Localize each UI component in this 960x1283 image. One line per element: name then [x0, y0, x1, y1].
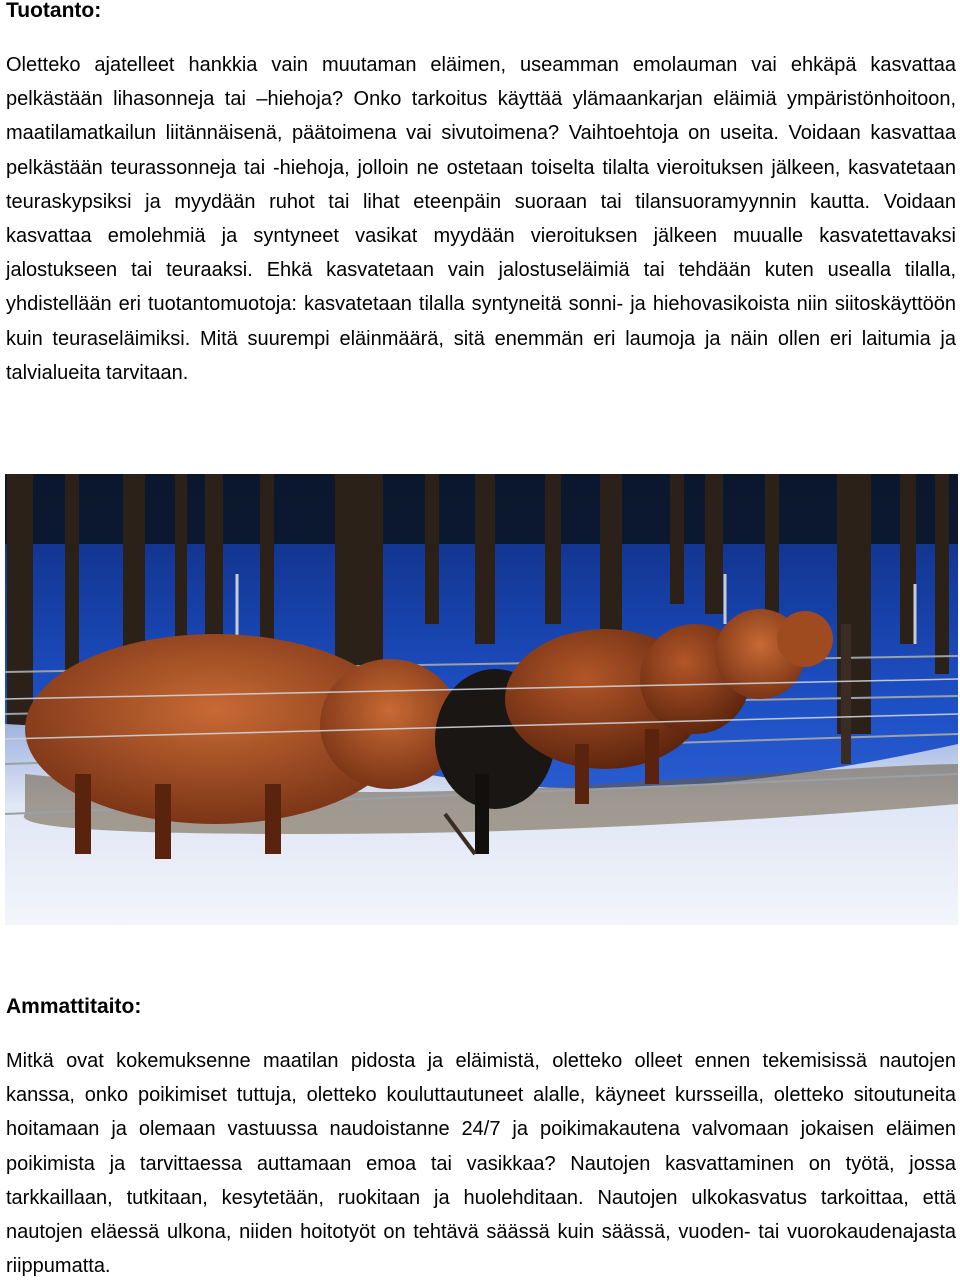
section-paragraph-tuotanto: Oletteko ajatelleet hankkia vain muutaman eläimen, useamman emolauman vai ehkäpä kasvattaa pelkästään lihasonneja tai –hiehoja? Onko tarkoitus käyttää ylämaankarjan eläimiä ympäristönhoitoon, maatilamatkailun liitännäisenä, päätoimena vai sivutoimena? Vaihtoehtoja on useita. Voidaan kasvattaa pelkästään teurassonneja tai -hiehoja, jolloin ne ostetaan toiselta tilalta vieroituksen jälkeen, kasvatetaan teuraskypsiksi ja myydään ruhot tai lihat eteenpäin suoraan tai tilansuoramyynnin kautta. Voidaan kasvattaa emolehmiä ja syntyneet vasikat myydään vieroituksen jälkeen muualle kasvatettavaksi jalostukseen tai teuraaksi. Ehkä kasvatetaan vain jalostuseläimiä tai tehdään kuten usealla tilalla, yhdistellään eri tuotantomuotoja: kasvatetaan tilalla syntyneitä sonni- ja hiehovasikoista niin siitoskäyttöön kuin teuraseläimiksi. Mitä suurempi eläinmäärä, sitä enemmän eri laumoja ja näin ollen eri laitumia ja talvialueita tarvitaan. — [6, 54, 956, 384]
section-paragraph-ammattitaito: Mitkä ovat kokemuksenne maatilan pidosta ja eläimistä, oletteko olleet ennen tekemisissä nautojen kanssa, onko poikimiset tuttuja, oletteko kouluttautuneet alalle, käyneet kursseilla, oletteko sitoutuneita hoitamaan ja olemaan vastuussa naudoistanne 24/7 ja poikimakautena valvomaan jokaisen eläimen poikimista ja tarvittaessa auttamaan emoa tai vasikkaa? Nautojen kasvattaminen on työtä, jossa tarkkaillaan, tutkitaan, kesytetään, ruokitaan ja huolehditaan. Nautojen ulkokasvatus tarkoittaa, että nautojen eläessä ulkona, niiden hoitotyöt on tehtävä säässä kuin säässä, vuoden- tai vuorokaudenajasta riippumatta. — [6, 1050, 956, 1278]
section-heading-ammattitaito: Ammattitaito: — [6, 995, 142, 1018]
section-heading-tuotanto: Tuotanto: — [6, 0, 102, 22]
highland-cattle-photo — [5, 474, 958, 925]
